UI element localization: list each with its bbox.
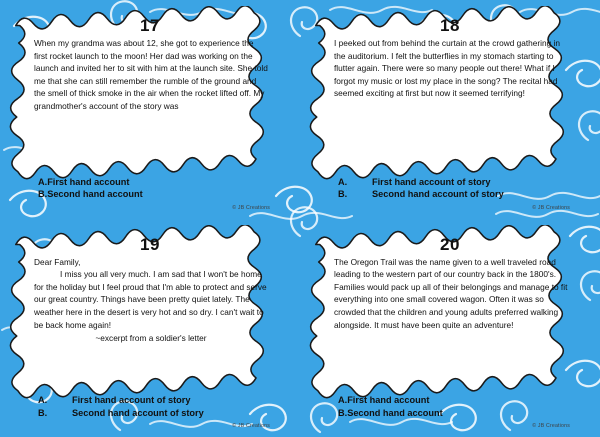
answer-letter: B. xyxy=(38,189,48,200)
answer-option-a[interactable] xyxy=(338,176,572,188)
credit-text: © JB Creations xyxy=(232,423,270,429)
answer-text: Second hand account of story xyxy=(72,407,204,418)
task-card-cell xyxy=(300,0,600,219)
answer-option-a[interactable] xyxy=(38,394,272,406)
task-card-20[interactable] xyxy=(308,225,592,432)
card-number: 19 xyxy=(140,234,160,254)
credit-text: © JB Creations xyxy=(532,423,570,429)
task-card-17[interactable] xyxy=(8,6,292,213)
card-salutation: Dear Family, xyxy=(34,256,81,267)
task-card-19[interactable] xyxy=(8,225,292,432)
task-card-18[interactable] xyxy=(308,6,592,213)
answer-text: First hand account xyxy=(347,395,430,406)
answer-letter: A. xyxy=(338,176,348,187)
answer-option-a[interactable] xyxy=(338,394,572,406)
card-passage: The Oregon Trail was the name given to a well traveled road leading to the western part of our country back in the 1800's. Families would pack up all of their belongings and manage to fit everything into one small covered wagon. Often it was so crowded that the children and young adults preferred walking alongside. It must have been quite an adventure! xyxy=(334,256,568,330)
credit-text: © JB Creations xyxy=(532,204,570,211)
answer-letter: A. xyxy=(38,395,48,406)
card-passage xyxy=(22,268,278,345)
answer-letter: B. xyxy=(338,189,348,200)
answer-option-b[interactable] xyxy=(338,188,572,200)
answer-text: Second hand account xyxy=(347,407,443,418)
task-card-cell xyxy=(300,219,600,437)
card-number: 17 xyxy=(140,16,160,35)
answer-option-a[interactable] xyxy=(38,176,272,188)
card-number: 18 xyxy=(440,16,460,35)
card-answers xyxy=(322,394,578,419)
answer-letter: B. xyxy=(38,407,48,418)
card-excerpt: ~excerpt from a soldier's letter xyxy=(95,333,207,344)
card-passage-text: I miss you all very much. I am sad that I won't be home for the holiday but I feel proud that I'm able to protect and serve our great country. Things have been pretty quiet lately. The weather here in the desert is very hot and so dry. I can't wait to be back home again! xyxy=(34,269,267,330)
answer-option-b[interactable] xyxy=(338,407,572,419)
answer-text: First hand account of story xyxy=(72,395,191,406)
answer-text: Second hand account of story xyxy=(372,189,504,200)
answer-text: First hand account of story xyxy=(372,176,491,187)
answer-letter: A. xyxy=(38,176,48,187)
card-answers xyxy=(22,394,278,419)
answer-option-b[interactable] xyxy=(38,188,272,200)
card-answers xyxy=(322,176,578,201)
task-card-cell xyxy=(0,219,300,437)
answer-option-b[interactable] xyxy=(38,407,272,419)
task-card-cell xyxy=(0,0,300,219)
answer-text: First hand account xyxy=(47,176,130,187)
answer-letter: A. xyxy=(338,395,348,406)
card-answers xyxy=(22,176,278,201)
card-passage: I peeked out from behind the curtain at the crowd gathering in the auditorium. I felt the butterflies in my stomach starting to flutter again. There were so many people out there! What if I forgot my music or lost my place in the song? The recital had seemed exciting at first but now it seemed terrifying! xyxy=(334,38,561,99)
credit-text: © JB Creations xyxy=(232,204,270,211)
answer-letter: B. xyxy=(338,407,348,418)
answer-text: Second hand account xyxy=(47,189,143,200)
card-passage: When my grandma was about 12, she got to experience the first rocket launch to the moon! Her dad was working on the launch and invited her to sit with him at the launch site. She told me that she can still remember the rumble of the ground and the smell of thick smoke in the air when the rocket lifted off. My grandmother's account of the story was xyxy=(34,38,268,112)
card-number: 20 xyxy=(440,234,460,254)
